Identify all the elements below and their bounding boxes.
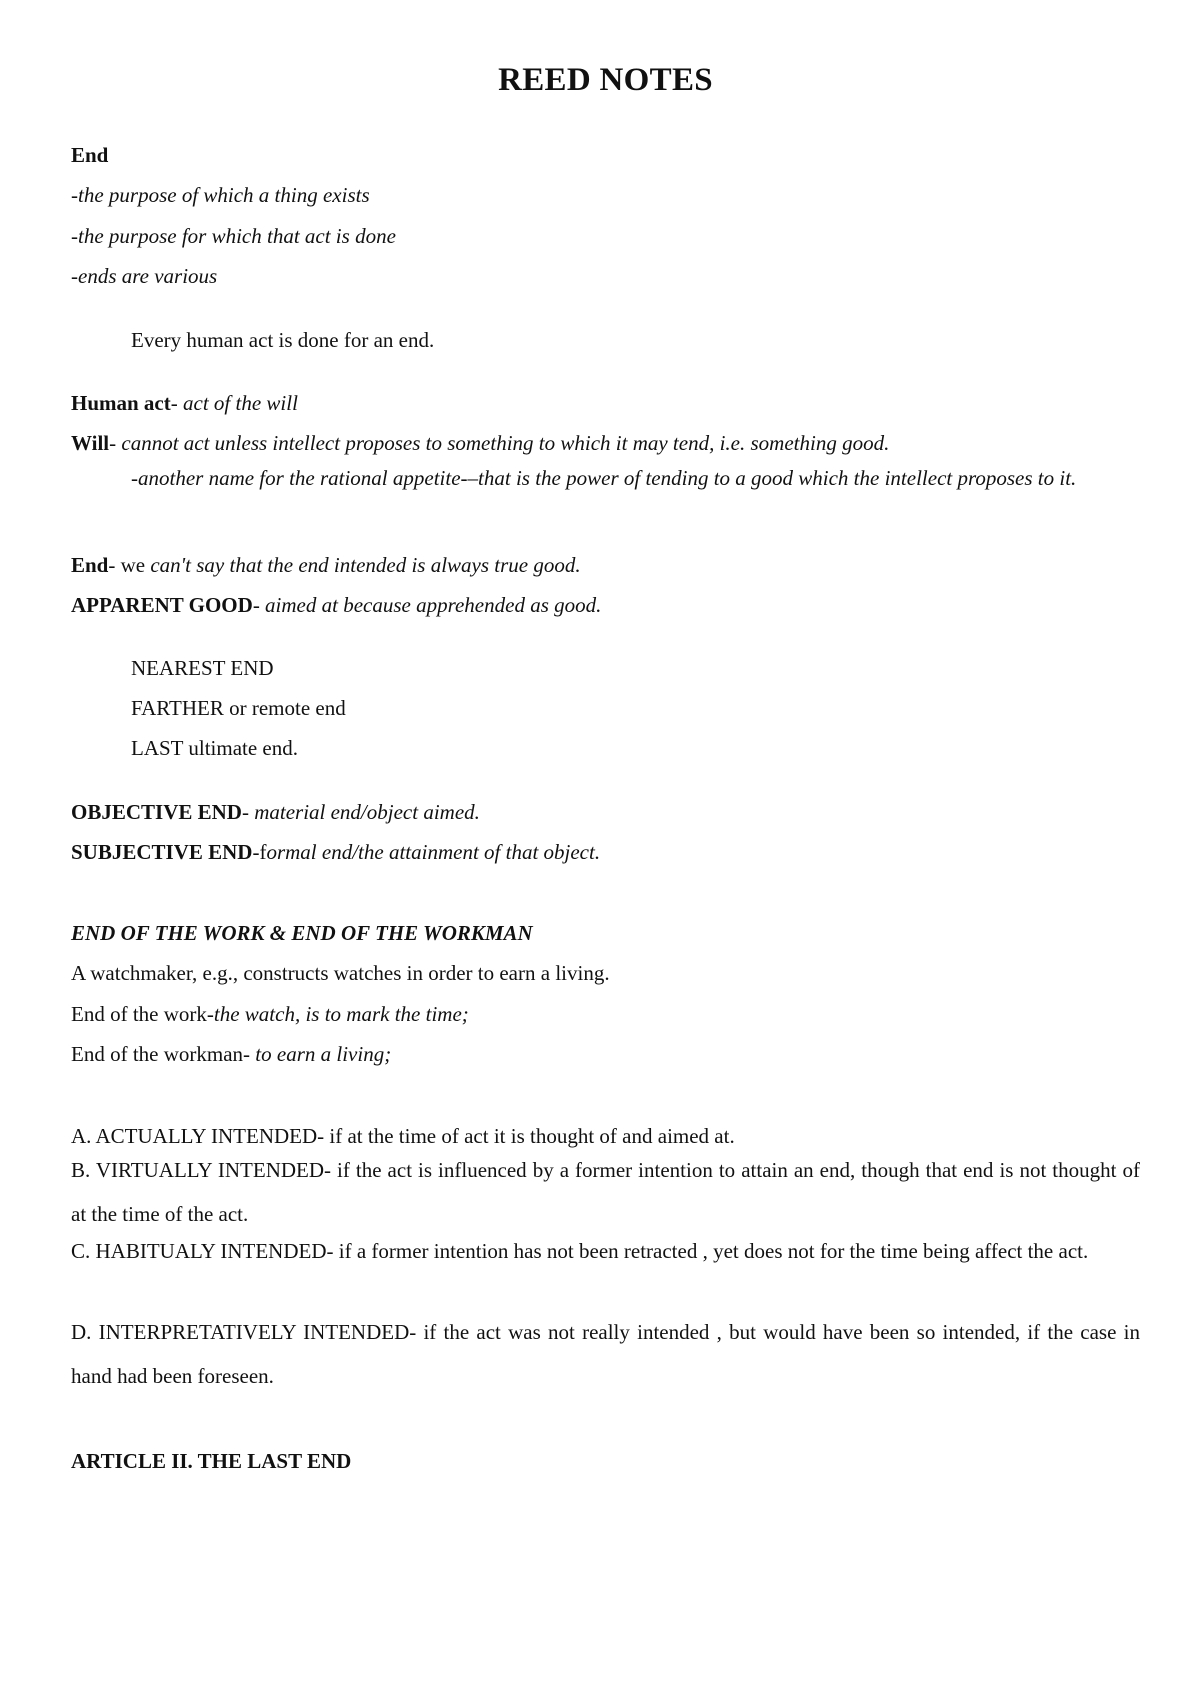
every-act-sentence: Every human act is done for an end. [131, 328, 435, 352]
end-of-workman-text: to earn a living; [255, 1042, 392, 1066]
apparent-good-label: APPARENT GOOD [71, 593, 253, 617]
end-definition-2: -the purpose for which that act is done [71, 224, 396, 248]
farther-end: FARTHER or remote end [131, 696, 346, 720]
end-definition-3: -ends are various [71, 264, 218, 288]
item-virtually-intended: B. VIRTUALLY INTENDED- if the act is influenced by a former intention to attain an end, though that end is not thought of at the time of the act. [71, 1158, 1140, 1226]
will-label: Will [71, 431, 110, 455]
work-workman-heading: END OF THE WORK & END OF THE WORKMAN [71, 921, 533, 945]
human-act-label: Human act [71, 391, 171, 415]
nearest-end: NEAREST END [131, 656, 274, 680]
item-interpretatively-intended: D. INTERPRETATIVELY INTENDED- if the act was not really intended , but would have been so intended, if the case in hand had been foreseen. [71, 1320, 1140, 1388]
end-of-workman-line [71, 1040, 391, 1068]
will-line [71, 429, 889, 457]
will-text: - cannot act unless intellect proposes to something to which it may tend, i.e. something good. [109, 431, 890, 455]
objective-end-line [71, 798, 480, 826]
human-act-line [71, 389, 298, 417]
end-of-work-label: End of the work- [71, 1002, 214, 1026]
end-intended-text: can't say that the end intended is always true good. [150, 553, 581, 577]
page-title: REED NOTES [498, 62, 713, 98]
objective-end-label: OBJECTIVE END [71, 800, 242, 824]
article-heading: ARTICLE II. THE LAST END [71, 1449, 352, 1473]
document-page [71, 0, 1140, 1698]
end-of-work-text: the watch, is to mark the time; [213, 1002, 469, 1026]
end-dash: - we [108, 553, 151, 577]
end-of-workman-label: End of the workman- [71, 1042, 256, 1066]
end-label: End [71, 553, 109, 577]
end-intended-line [71, 551, 581, 579]
subjective-end-dash: -f [252, 840, 267, 864]
end-definition-1: -the purpose of which a thing exists [71, 183, 370, 207]
item-habitually-intended: C. HABITUALY INTENDED- if a former intention has not been retracted , yet does not for the time being affect the act. [71, 1239, 1089, 1263]
end-heading: End [71, 143, 109, 167]
end-of-work-line [71, 1000, 469, 1028]
watchmaker-example: A watchmaker, e.g., constructs watches in order to earn a living. [71, 961, 610, 985]
will-continuation: -another name for the rational appetite-–that is the power of tending to a good which the intellect proposes to it. [131, 466, 1077, 490]
subjective-end-line [71, 838, 600, 866]
last-end: LAST ultimate end. [131, 736, 299, 760]
subjective-end-label: SUBJECTIVE END [71, 840, 253, 864]
human-act-text: - act of the will [170, 391, 298, 415]
objective-end-text: - material end/object aimed. [241, 800, 480, 824]
item-actually-intended: A. ACTUALLY INTENDED- if at the time of act it is thought of and aimed at. [71, 1124, 735, 1148]
apparent-good-text: - aimed at because apprehended as good. [252, 593, 602, 617]
apparent-good-line [71, 591, 601, 619]
subjective-end-text: ormal end/the attainment of that object. [266, 840, 601, 864]
